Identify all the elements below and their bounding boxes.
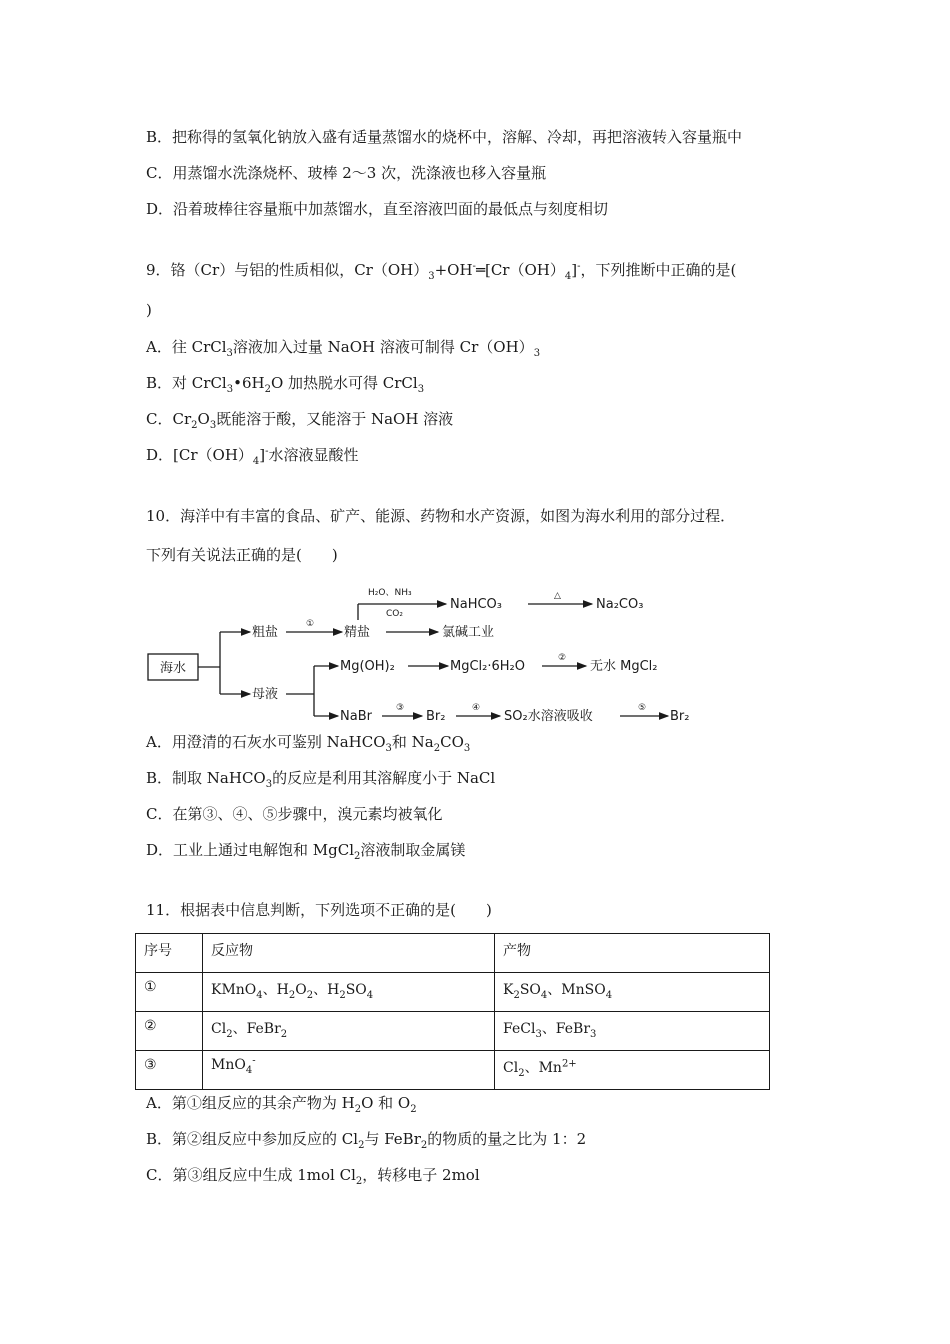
table-row (136, 973, 770, 1012)
row-reactants: MnO$_4$- (203, 1051, 495, 1090)
q11-option-b: B．第②组反应中参加反应的 $Cl_2$与 FeBr$_2$的物质的量之比为 1：2 (146, 1130, 587, 1151)
nabr-label: NaBr (340, 709, 372, 724)
so2-absorb-label: SO₂水溶液吸收 (504, 709, 593, 724)
q9-stem: 9．铬（Cr）与铝的性质相似，$Cr(OH)_3+OH^-═[Cr(OH)_4]^-$，下列推断中正确的是( (146, 261, 737, 282)
header-products: 产物 (495, 934, 770, 973)
row-no: ③ (136, 1051, 203, 1090)
crude-salt-label: 粗盐 (252, 625, 279, 640)
q9-option-d: D．$[Cr(OH)_4]^-$水溶液显酸性 (146, 446, 359, 467)
table-row (136, 1012, 770, 1051)
step-4-label: ④ (472, 703, 481, 713)
nahco3-label: NaHCO₃ (450, 597, 502, 612)
mgcl2-hydrate-label: MgCl₂·6H₂O (450, 659, 525, 674)
q11-reaction-table (135, 933, 770, 1090)
row-reactants: $Cl_2$、FeBr$_2$ (203, 1012, 495, 1051)
row-no: ① (136, 973, 203, 1012)
step-2-label: ② (558, 653, 567, 663)
header-no: 序号 (136, 934, 203, 973)
reagents-top-label: H₂O、NH₃ (368, 588, 412, 598)
q10-option-d: D．工业上通过电解饱和 MgCl$_2$溶液制取金属镁 (146, 841, 466, 862)
q10-option-c: C．在第③、④、⑤步骤中，溴元素均被氧化 (146, 805, 443, 823)
q9-option-b: B．对 $CrCl_3•6H_2O$ 加热脱水可得 CrCl$_3$ (146, 374, 425, 395)
step-1-label: ① (306, 619, 315, 629)
q11-option-c: C．第③组反应中生成 1mol $Cl_2$，转移电子 2mol (146, 1166, 480, 1187)
q10-stem: 10．海洋中有丰富的食品、矿产、能源、药物和水产资源，如图为海水利用的部分过程． (146, 507, 736, 525)
na2co3-label: Na₂CO₃ (596, 597, 644, 612)
refined-salt-label: 精盐 (344, 625, 371, 640)
q9-stem-line2: ) (146, 301, 152, 319)
q8-option-d: D．沿着玻棒往容量瓶中加蒸馏水，直至溶液凹面的最低点与刻度相切 (146, 200, 609, 218)
q8-option-b: B．把称得的氢氧化钠放入盛有适量蒸馏水的烧杯中，溶解、冷却，再把溶液转入容量瓶中 (146, 128, 743, 146)
q10-option-a: A．用澄清的石灰水可鉴别 NaHCO$_3$和 $Na_2CO_3$ (146, 733, 471, 754)
row-products: $K_2SO_4$、MnSO$_4$ (495, 973, 770, 1012)
q9-option-c: C．$Cr_2O_3$既能溶于酸，又能溶于 NaOH 溶液 (146, 410, 454, 431)
seawater-process-diagram (146, 578, 706, 728)
co2-label: CO₂ (386, 609, 403, 619)
table-header-row (136, 934, 770, 973)
q11-stem: 11．根据表中信息判断，下列选项不正确的是( ) (146, 901, 492, 919)
q9-option-a: A．往 CrCl$_3$溶液加入过量 NaOH 溶液可制得 $Cr(OH)_3$ (146, 338, 541, 359)
row-reactants: KMnO$_4$、$H_2O_2$、$H_2SO_4$ (203, 973, 495, 1012)
br2-final-label: Br₂ (670, 709, 690, 724)
chlor-alkali-label: 氯碱工业 (442, 625, 495, 640)
mother-liquor-label: 母液 (252, 687, 279, 702)
q11-option-a: A．第①组反应的其余产物为 $H_2O$ 和 $O_2$ (146, 1094, 417, 1115)
q10-stem-line2: 下列有关说法正确的是( ) (146, 546, 338, 564)
step-5-label: ⑤ (638, 703, 647, 713)
row-products: $Cl_2$、$Mn^{2+}$ (495, 1051, 770, 1090)
br2-label: Br₂ (426, 709, 446, 724)
step-3-label: ③ (396, 703, 405, 713)
q10-option-b: B．制取 NaHCO$_3$的反应是利用其溶解度小于 NaCl (146, 769, 496, 790)
mgoh2-label: Mg(OH)₂ (340, 659, 395, 674)
table-row (136, 1051, 770, 1090)
heat-label: △ (554, 591, 561, 601)
anhydrous-mgcl2-label: 无水 MgCl₂ (590, 659, 658, 674)
q8-option-c: C．用蒸馏水洗涤烧杯、玻棒 2～3 次，洗涤液也移入容量瓶 (146, 164, 547, 182)
header-reactants: 反应物 (203, 934, 495, 973)
row-no: ② (136, 1012, 203, 1051)
seawater-label: 海水 (159, 661, 187, 676)
row-products: FeCl$_3$、FeBr$_3$ (495, 1012, 770, 1051)
